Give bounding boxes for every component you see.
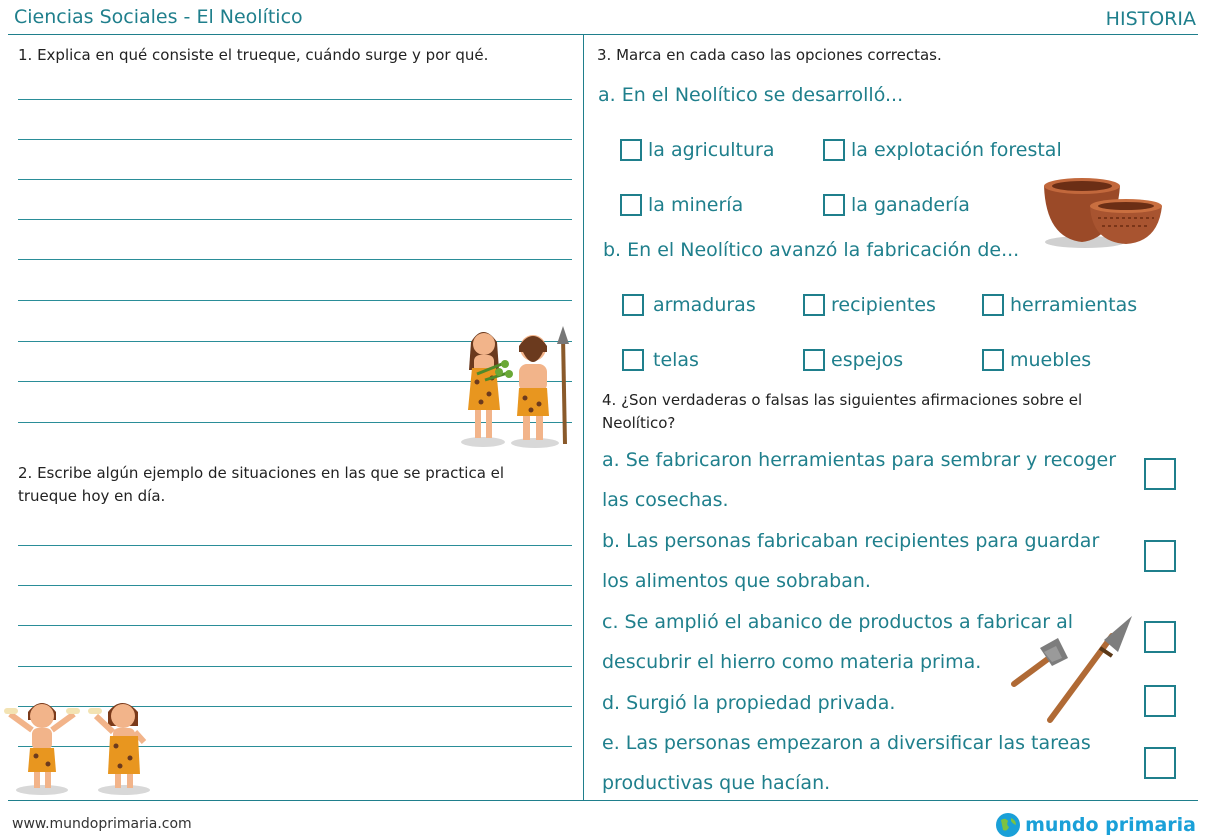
answer-line[interactable]	[18, 259, 572, 260]
statement-line: e. Las personas empezaron a diversificar las tareas	[602, 732, 1091, 754]
question-1-prompt: 1. Explica en qué consiste el trueque, cuándo surge y por qué.	[18, 46, 489, 64]
option-armaduras[interactable]	[622, 294, 756, 316]
answer-line[interactable]	[18, 219, 572, 220]
option-agricultura[interactable]	[620, 139, 774, 161]
checkbox[interactable]	[823, 194, 845, 216]
answer-line[interactable]	[18, 139, 572, 140]
column-divider	[583, 35, 584, 800]
option-espejos[interactable]	[803, 349, 903, 371]
option-label: la agricultura	[648, 139, 775, 161]
subject-label: HISTORIA	[1105, 8, 1196, 30]
cave-couple-illustration	[455, 322, 580, 452]
statement-c	[602, 602, 1073, 682]
option-mineria[interactable]	[620, 194, 743, 216]
statement-line: a. Se fabricaron herramientas para sembrar y recoger	[602, 449, 1117, 471]
statement-b	[602, 521, 1099, 601]
checkbox[interactable]	[803, 294, 825, 316]
question-2-prompt-line1: 2. Escribe algún ejemplo de situaciones en las que se practica el	[18, 464, 505, 482]
question-3a-heading: a. En el Neolítico se desarrolló...	[598, 84, 904, 106]
question-4-prompt-line1: 4. ¿Son verdaderas o falsas las siguientes afirmaciones sobre el	[602, 391, 1083, 409]
true-false-box-a[interactable]	[1144, 458, 1176, 490]
statement-line: b. Las personas fabricaban recipientes para guardar	[602, 530, 1100, 552]
true-false-box-c[interactable]	[1144, 621, 1176, 653]
cave-kids-illustration	[4, 692, 164, 800]
option-label: herramientas	[1010, 294, 1138, 316]
question-3b-heading: b. En el Neolítico avanzó la fabricación de...	[603, 239, 1020, 261]
checkbox[interactable]	[622, 349, 644, 371]
option-ganaderia[interactable]	[823, 194, 970, 216]
answer-line[interactable]	[18, 666, 572, 667]
statement-line: los alimentos que sobraban.	[602, 570, 871, 592]
option-muebles[interactable]	[982, 349, 1091, 371]
option-label: telas	[653, 349, 699, 371]
option-label: la minería	[648, 194, 744, 216]
statement-a	[602, 440, 1116, 520]
option-label: la explotación forestal	[851, 139, 1062, 161]
statement-line: d. Surgió la propiedad privada.	[602, 692, 896, 714]
stone-tools-illustration	[1008, 614, 1136, 726]
answer-line[interactable]	[18, 179, 572, 180]
statement-line: las cosechas.	[602, 489, 729, 511]
statement-line: descubrir el hierro como materia prima.	[602, 651, 982, 673]
answer-line[interactable]	[18, 585, 572, 586]
statement-line: productivas que hacían.	[602, 772, 831, 794]
option-label: recipientes	[831, 294, 936, 316]
option-herramientas[interactable]	[982, 294, 1137, 316]
option-label: armaduras	[653, 294, 756, 316]
option-label: espejos	[831, 349, 904, 371]
header-divider	[8, 34, 1198, 35]
statement-d	[602, 683, 895, 723]
page-title: Ciencias Sociales - El Neolítico	[14, 6, 303, 28]
brand-name: mundo primaria	[1025, 814, 1196, 836]
answer-line[interactable]	[18, 300, 572, 301]
option-label: muebles	[1010, 349, 1092, 371]
question-4-prompt-line2: Neolítico?	[602, 414, 676, 432]
true-false-box-e[interactable]	[1144, 747, 1176, 779]
option-explotacion-forestal[interactable]	[823, 139, 1062, 161]
question-3-prompt: 3. Marca en cada caso las opciones correctas.	[597, 46, 942, 64]
answer-line[interactable]	[18, 545, 572, 546]
option-recipientes[interactable]	[803, 294, 936, 316]
globe-icon	[995, 812, 1021, 838]
checkbox[interactable]	[620, 139, 642, 161]
option-telas[interactable]	[622, 349, 699, 371]
checkbox[interactable]	[982, 294, 1004, 316]
checkbox[interactable]	[823, 139, 845, 161]
checkbox[interactable]	[622, 294, 644, 316]
answer-line[interactable]	[18, 99, 572, 100]
statement-line: c. Se amplió el abanico de productos a fabricar al	[602, 611, 1073, 633]
checkbox[interactable]	[803, 349, 825, 371]
true-false-box-d[interactable]	[1144, 685, 1176, 717]
answer-line[interactable]	[18, 625, 572, 626]
true-false-box-b[interactable]	[1144, 540, 1176, 572]
footer-url[interactable]: www.mundoprimaria.com	[12, 816, 192, 832]
brand-logo[interactable]	[995, 812, 1196, 838]
checkbox[interactable]	[982, 349, 1004, 371]
checkbox[interactable]	[620, 194, 642, 216]
clay-bowls-illustration	[1040, 172, 1170, 254]
option-label: la ganadería	[851, 194, 970, 216]
question-2-prompt-line2: trueque hoy en día.	[18, 487, 166, 505]
statement-e	[602, 723, 1091, 803]
footer-divider	[8, 800, 1198, 801]
